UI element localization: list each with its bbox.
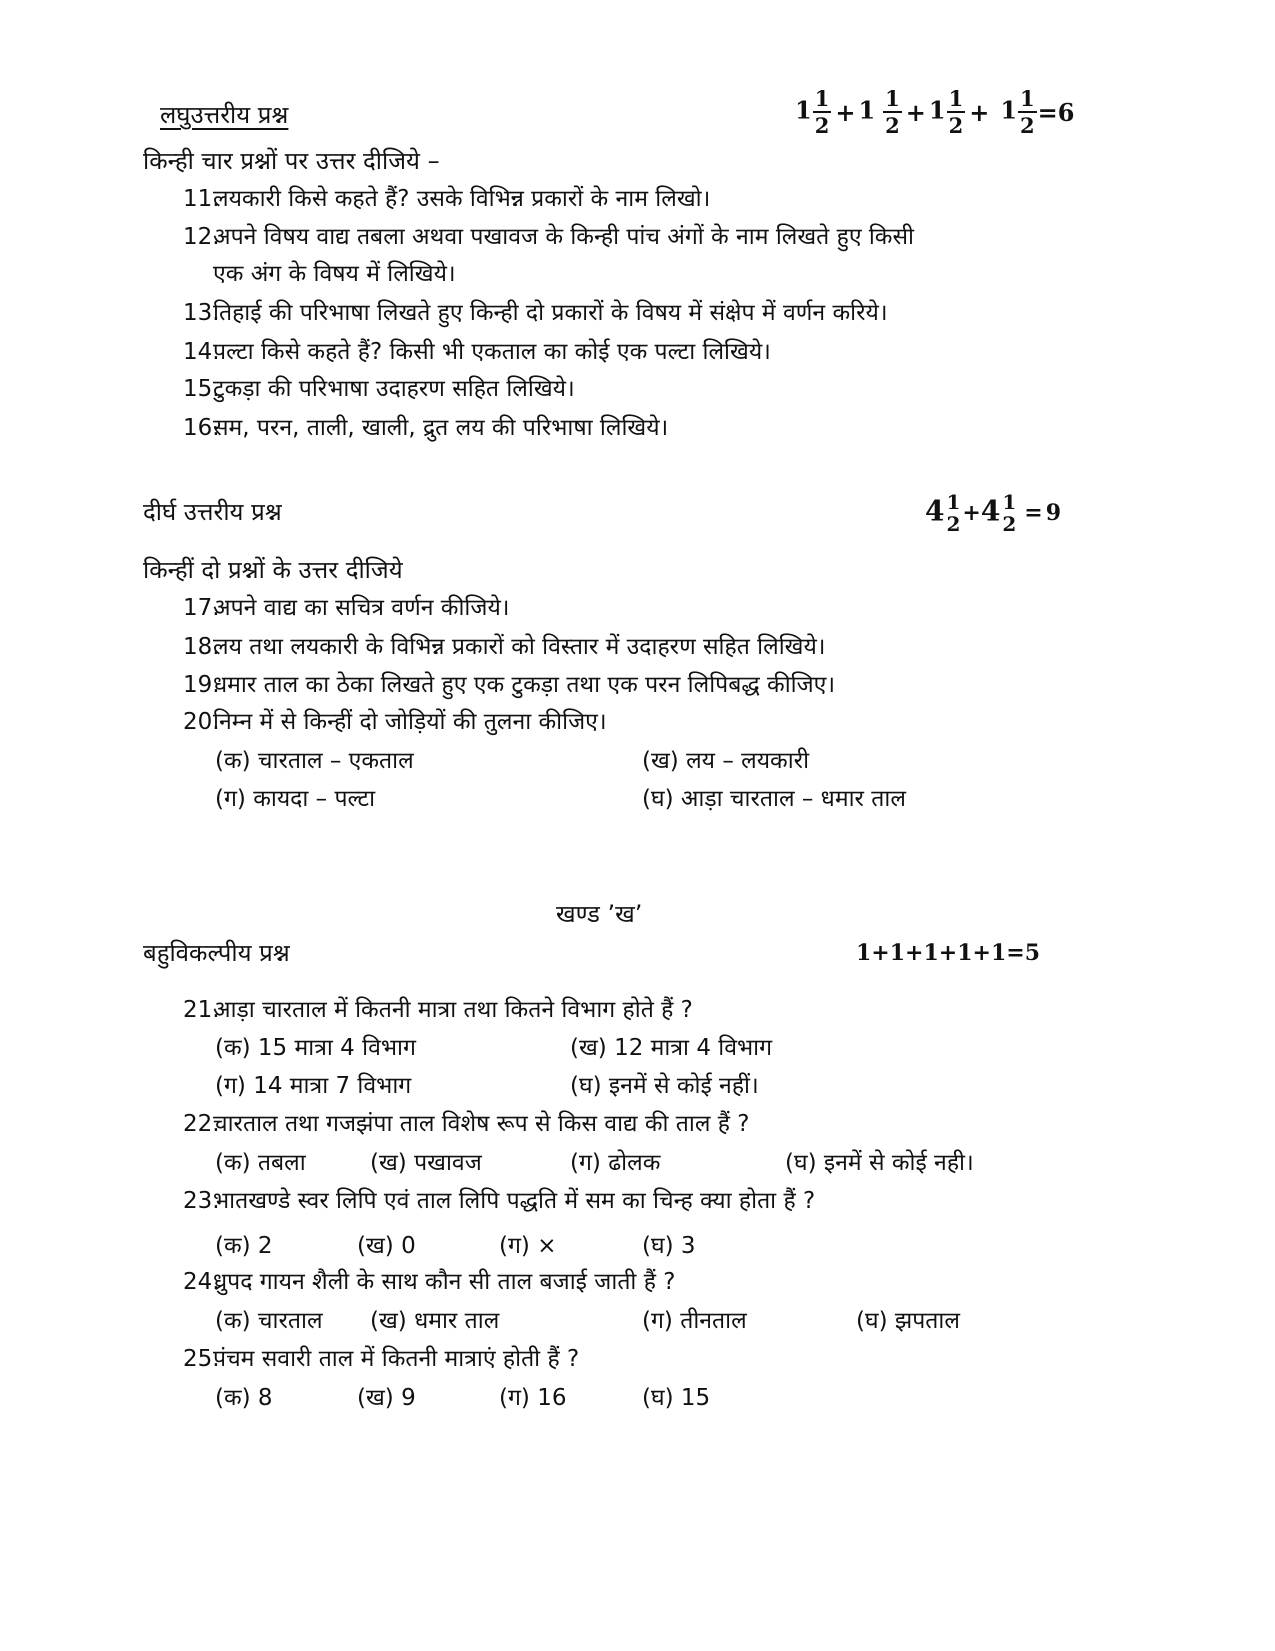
question-12: 12.अपने विषय वाद्य तबला अथवा पखावज के किन्ही पांच अंगों के नाम लिखते हुए किसी (183, 224, 914, 250)
q24-option-kha: (ख) धमार ताल (370, 1308, 500, 1334)
q24-option-gha: (घ) झपताल (856, 1308, 960, 1334)
q24-option-ka: (क) चारताल (215, 1308, 323, 1334)
question-25: 25.पंचम सवारी ताल में कितनी मात्राएं होती हैं ? (183, 1346, 580, 1372)
question-12-continued: एक अंग के विषय में लिखिये। (213, 261, 456, 287)
q21-option-ka: (क) 15 मात्रा 4 विभाग (215, 1035, 416, 1061)
marks-term-3: 1 $\frac{1}{2}$ (928, 86, 964, 138)
question-19: 19.धमार ताल का ठेका लिखते हुए एक टुकड़ा तथा एक परन लिपिबद्ध कीजिए। (183, 672, 836, 698)
marks-term-4: 1 $\frac{1}{2}$ (1000, 86, 1035, 138)
question-22: 22.चारताल तथा गजझंपा ताल विशेष रूप से किस वाद्य की ताल हैं ? (183, 1111, 750, 1137)
q22-option-gha: (घ) इनमें से कोई नही। (785, 1150, 974, 1176)
long-answer-instruction: किन्हीं दो प्रश्नों के उत्तर दीजिये (143, 556, 403, 584)
question-16: 16.सम, परन, ताली, खाली, द्रुत लय की परिभाषा लिखिये। (183, 415, 669, 441)
question-24: 24.ध्रुपद गायन शैली के साथ कौन सी ताल बजाई जाती हैं ? (183, 1269, 676, 1295)
question-11: 11.लयकारी किसे कहते हैं? उसके विभिन्न प्रकारों के नाम लिखो। (183, 186, 711, 212)
question-15: 15.टुकड़ा की परिभाषा उदाहरण सहित लिखिये। (183, 376, 575, 402)
q21-option-gha: (घ) इनमें से कोई नहीं। (570, 1073, 759, 1099)
q25-option-ka: (क) 8 (215, 1385, 273, 1411)
q23-option-kha: (ख) 0 (357, 1233, 416, 1259)
q25-option-ga: (ग) 16 (499, 1385, 567, 1411)
q23-option-gha: (घ) 3 (642, 1233, 696, 1259)
short-answer-heading: लघुउत्तरीय प्रश्न (160, 101, 289, 129)
q22-option-ka: (क) तबला (215, 1150, 306, 1176)
q20-option-gha: (घ) आड़ा चारताल – धमार ताल (642, 786, 906, 812)
q22-option-ga: (ग) ढोलक (570, 1150, 661, 1176)
marks-term-2: 4 1 2 (980, 490, 1017, 536)
mcq-heading: बहुविकल्पीय प्रश्न (143, 939, 290, 967)
marks-term-1: 4 1 2 (925, 490, 961, 536)
short-answer-instruction: किन्ही चार प्रश्नों पर उत्तर दीजिये – (143, 147, 440, 175)
question-20: 20.निम्न में से किन्हीं दो जोड़ियों की तुलना कीजिए। (183, 709, 607, 735)
marks-term-1: 1 $\frac{1}{2}$ (795, 86, 830, 138)
section-b-title: खण्ड ’ख’ (556, 900, 643, 928)
short-answer-marks: 1 $\frac{1}{2}$ + 1 $\frac{1}{2}$ + 1 $\frac{1}{2}$ + 1 $\frac{1}{2}$ =6 (795, 86, 1075, 138)
q20-option-ga: (ग) कायदा – पल्टा (215, 786, 376, 812)
question-17: 17.अपने वाद्य का सचित्र वर्णन कीजिये। (183, 595, 510, 621)
marks-term-2: 1 $\frac{1}{2}$ (858, 86, 900, 138)
q20-option-kha: (ख) लय – लयकारी (642, 748, 810, 774)
q25-option-kha: (ख) 9 (357, 1385, 416, 1411)
q23-option-ka: (क) 2 (215, 1233, 273, 1259)
question-18: 18.लय तथा लयकारी के विभिन्न प्रकारों को विस्तार में उदाहरण सहित लिखिये। (183, 634, 826, 660)
question-21: 21.आड़ा चारताल में कितनी मात्रा तथा कितने विभाग होते हैं ? (183, 997, 693, 1023)
q24-option-ga: (ग) तीनताल (642, 1308, 747, 1334)
long-answer-heading: दीर्घ उत्तरीय प्रश्न (143, 498, 282, 526)
long-answer-marks: 4 1 2 +4 1 2 = 9 (925, 490, 1061, 536)
question-14: 14.पल्टा किसे कहते हैं? किसी भी एकताल का कोई एक पल्टा लिखिये। (183, 339, 771, 365)
q23-option-ga: (ग) × (499, 1233, 557, 1259)
q25-option-gha: (घ) 15 (642, 1385, 711, 1411)
q21-option-ga: (ग) 14 मात्रा 7 विभाग (215, 1073, 412, 1099)
q22-option-kha: (ख) पखावज (370, 1150, 482, 1176)
q20-option-ka: (क) चारताल – एकताल (215, 748, 414, 774)
question-13: 13.तिहाई की परिभाषा लिखते हुए किन्ही दो प्रकारों के विषय में संक्षेप में वर्णन करिये। (183, 300, 888, 326)
question-23: 23.भातखण्डे स्वर लिपि एवं ताल लिपि पद्धति में सम का चिन्ह क्या होता हैं ? (183, 1188, 816, 1214)
mcq-marks: 1+1+1+1+1=5 (856, 940, 1041, 966)
q21-option-kha: (ख) 12 मात्रा 4 विभाग (570, 1035, 773, 1061)
